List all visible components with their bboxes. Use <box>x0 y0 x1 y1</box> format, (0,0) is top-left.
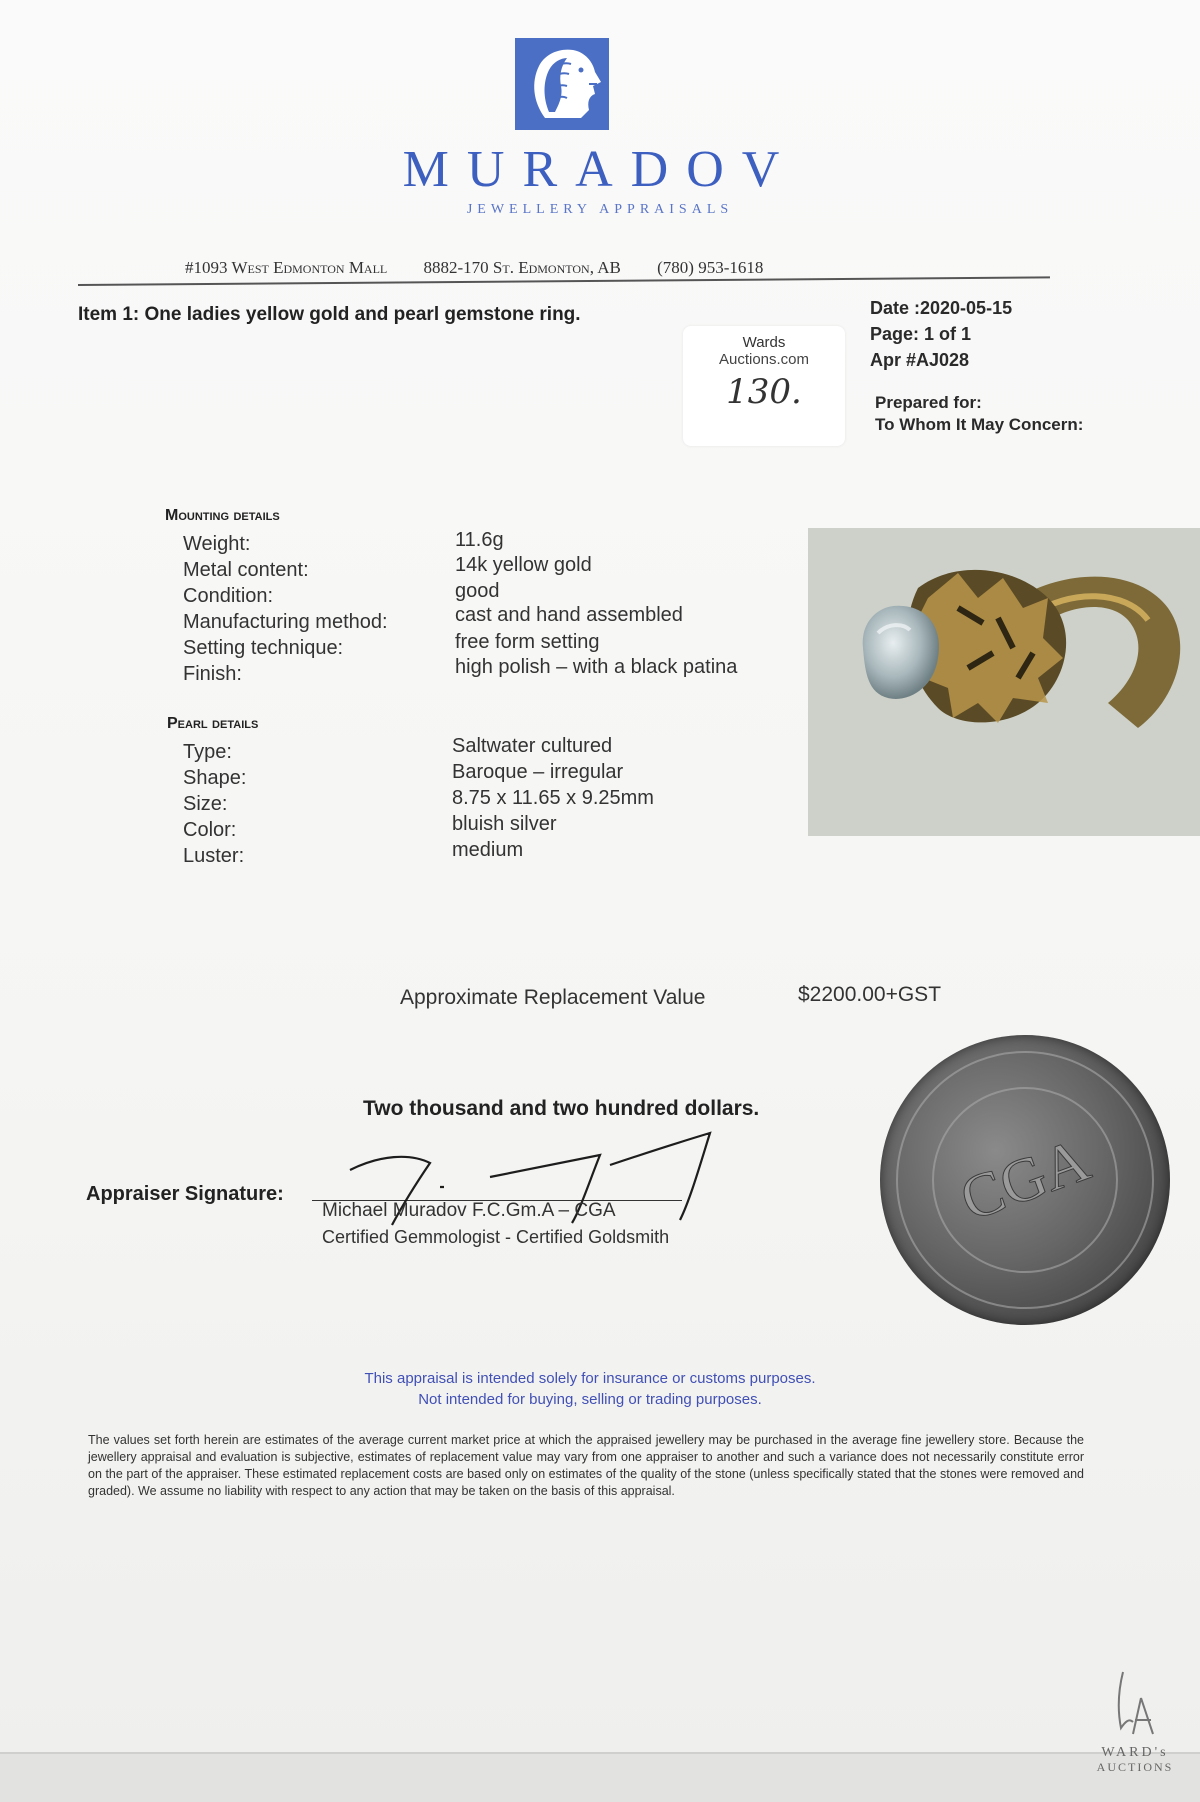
pearl-value: Baroque – irregular <box>452 761 624 783</box>
pearl-value: Saltwater cultured <box>452 735 613 757</box>
brand-name: MURADOV <box>402 141 798 198</box>
mounting-label: Setting technique: <box>183 637 344 659</box>
mounting-label: Finish: <box>183 663 242 685</box>
prepared-label: Prepared for: <box>875 393 982 412</box>
seal-center-text: CGA <box>951 1125 1099 1235</box>
mounting-heading: Mounting details <box>165 507 280 524</box>
lot-number: 130. <box>726 372 802 412</box>
ring-photo <box>808 528 1200 836</box>
address-mall: #1093 West Edmonton Mall <box>185 258 388 277</box>
pearl-value: bluish silver <box>452 813 557 835</box>
pearl-value: 8.75 x 11.65 x 9.25mm <box>452 787 654 809</box>
address-street: 8882-170 St. Edmonton, AB <box>423 258 621 277</box>
mounting-value: good <box>455 580 500 602</box>
purpose-notice-line-2: Not intended for buying, selling or trading purposes. <box>418 1391 762 1408</box>
lion-head-icon <box>515 38 609 130</box>
lot-sticker <box>683 326 845 446</box>
mounting-label: Weight: <box>183 533 251 555</box>
sticker-line-2: Auctions.com <box>718 351 810 368</box>
embossed-seal <box>880 1035 1170 1325</box>
pearl-label: Type: <box>183 741 232 763</box>
wards-sub: AUCTIONS <box>1096 1760 1174 1774</box>
mounting-value: 11.6g <box>455 529 504 551</box>
signature-label: Appraiser Signature: <box>86 1183 284 1205</box>
pearl-heading: Pearl details <box>167 715 259 732</box>
replacement-value-label: Approximate Replacement Value <box>400 986 706 1009</box>
purpose-notice-line-1: This appraisal is intended solely for insurance or customs purposes. <box>364 1370 816 1387</box>
disclaimer-text: The values set forth herein are estimates of the average current market price at which the appraised jewellery may be purchased in the average fine jewellery store. Because the jewellery appraisal and evaluation is subjective, estimates of replacement value may vary from one appraiser to another and such a variance does not necessarily constitute error on the part of the appraiser. These estimated replacement costs are based only on estimates of the quality of the stone (unless specifically stated that the stones were removed and graded). We assume no liability with respect to any action that may be taken on the basis of this appraisal. <box>88 1433 1084 1498</box>
wards-name: WARD's <box>1101 1745 1169 1760</box>
mounting-value: cast and hand assembled <box>455 604 683 626</box>
sticker-line-1: Wards <box>742 334 786 351</box>
appraiser-title: Certified Gemmologist - Certified Goldsmith <box>322 1227 670 1247</box>
appraiser-name: Michael Muradov F.C.Gm.A – CGA <box>322 1200 616 1221</box>
prepared-for <box>875 392 1083 436</box>
value-in-words: Two thousand and two hundred dollars. <box>363 1097 760 1120</box>
prepared-recipient: To Whom It May Concern: <box>875 415 1084 434</box>
mounting-value: 14k yellow gold <box>455 554 592 576</box>
document-meta <box>870 295 1012 373</box>
pearl-label: Luster: <box>183 845 245 867</box>
pearl-label: Color: <box>183 819 237 841</box>
mounting-label: Condition: <box>183 585 274 607</box>
wards-logo-icon <box>1095 1668 1175 1740</box>
pearl-label: Size: <box>183 793 228 815</box>
document-bottom-edge <box>0 1752 1200 1802</box>
mounting-label: Metal content: <box>183 559 309 581</box>
appraisal-number: Apr #AJ028 <box>870 350 970 370</box>
brand-subtitle: JEWELLERY APPRAISALS <box>466 202 734 217</box>
phone-number: (780) 953-1618 <box>657 258 764 277</box>
mounting-value: high polish – with a black patina <box>455 656 738 678</box>
business-address <box>80 258 1050 278</box>
pearl-value: medium <box>452 839 524 861</box>
pearl-label: Shape: <box>183 767 247 789</box>
wards-watermark <box>1080 1668 1190 1775</box>
replacement-value-amount: $2200.00+GST <box>798 983 942 1006</box>
page-number: Page: 1 of 1 <box>870 324 972 344</box>
mounting-label: Manufacturing method: <box>183 611 388 633</box>
item-title: Item 1: One ladies yellow gold and pearl gemstone ring. <box>78 304 581 325</box>
appraisal-date: Date :2020-05-15 <box>870 298 1013 318</box>
mounting-value: free form setting <box>455 631 600 653</box>
